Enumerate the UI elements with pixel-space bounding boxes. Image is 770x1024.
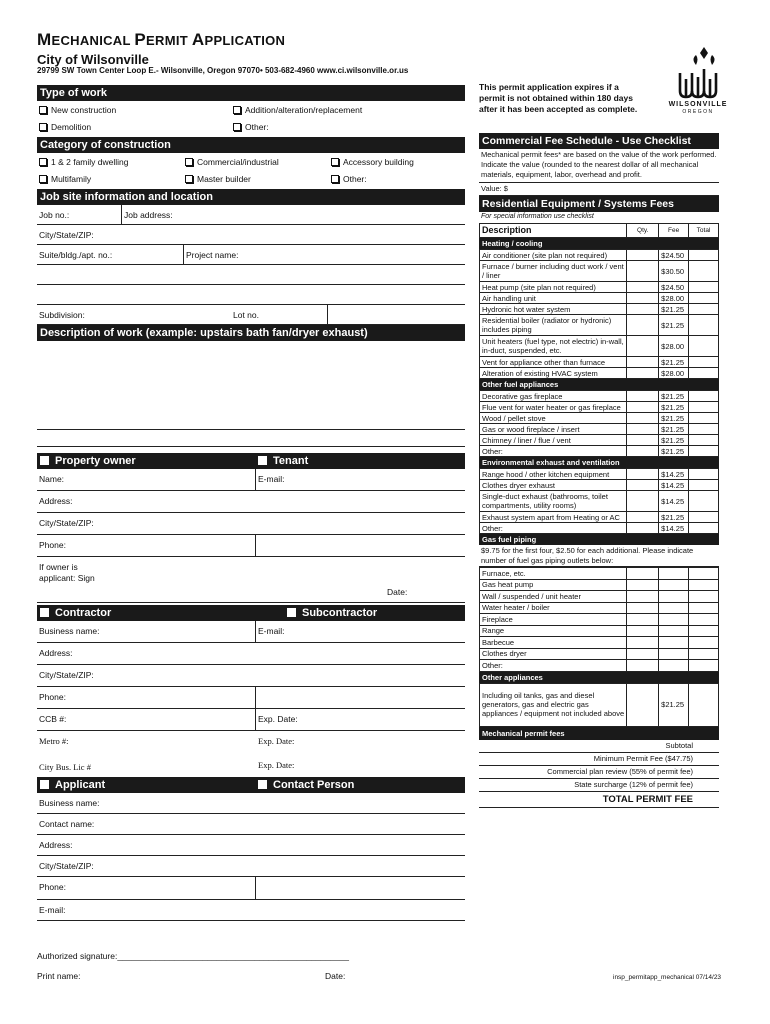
applicant-address-field[interactable]: Address: — [39, 840, 73, 850]
ccb-exp-field[interactable]: Exp. Date: — [255, 709, 465, 730]
contact-person-heading: Contact Person — [258, 777, 354, 793]
fee-row-qty[interactable] — [627, 304, 659, 315]
gas-row-total[interactable] — [689, 602, 719, 614]
fee-row-qty[interactable] — [627, 250, 659, 261]
gas-piping-table — [479, 567, 719, 672]
fee-row — [480, 293, 719, 304]
checkbox-icon[interactable] — [185, 175, 193, 183]
contractor-city-row — [37, 665, 465, 687]
fee-row-desc: Other: — [480, 446, 627, 457]
special-note: For special information use checklist — [481, 213, 594, 220]
checkbox-icon[interactable] — [331, 175, 339, 183]
checkbox-icon[interactable] — [331, 158, 339, 166]
gas-row-total[interactable] — [689, 648, 719, 660]
checkbox-icon[interactable] — [40, 456, 49, 465]
gas-row-fee — [659, 602, 689, 614]
divider — [37, 429, 465, 430]
fee-row — [480, 304, 719, 315]
qty-col-header: Qty. — [627, 224, 659, 238]
gas-row — [480, 602, 719, 614]
checkbox-icon[interactable] — [39, 175, 47, 183]
new-construction-option[interactable]: New construction — [39, 105, 116, 115]
gas-row-fee — [659, 625, 689, 637]
fee-row-desc: Clothes dryer exhaust — [480, 480, 627, 491]
applicant-phone-field[interactable]: Phone: — [39, 882, 66, 892]
fee-row-fee: $24.50 — [659, 250, 689, 261]
fee-section-heading: Other fuel appliances — [479, 379, 719, 390]
bus-lic-exp-field[interactable]: Exp. Date: — [258, 760, 295, 770]
gas-row — [480, 660, 719, 672]
fee-section-heading: Heating / cooling — [479, 238, 719, 249]
fee-row-total[interactable] — [689, 683, 719, 726]
gas-row — [480, 637, 719, 649]
fee-row — [480, 446, 719, 457]
applicant-contact-field[interactable]: Contact name: — [39, 819, 95, 829]
suite-field[interactable]: Suite/bldg./apt. no.: — [39, 250, 113, 260]
applicant-address-row — [37, 835, 465, 856]
contractor-business-row — [37, 621, 465, 643]
owner-name-row — [37, 469, 465, 491]
category-heading: Category of construction — [37, 137, 465, 153]
metro-row — [37, 731, 465, 753]
fee-row-desc: Range hood / other kitchen equipment — [480, 469, 627, 480]
expiry-notice: This permit application expires if a permit is not obtained within 180 days after it has been accepted as complete. — [479, 82, 638, 114]
gas-piping-heading: Gas fuel piping — [479, 534, 719, 545]
applicant-email-row — [37, 900, 465, 921]
fee-row — [480, 424, 719, 435]
owner-date-label: Date: — [387, 587, 408, 597]
contractor-phone-extra[interactable] — [255, 687, 465, 708]
gas-row-desc: Barbecue — [480, 637, 627, 649]
gas-row-qty[interactable] — [627, 660, 659, 672]
fee-row-fee: $28.00 — [659, 293, 689, 304]
fee-row-qty[interactable] — [627, 391, 659, 402]
fee-row-fee: $24.50 — [659, 282, 689, 293]
fee-row-desc: Alteration of existing HVAC system — [480, 368, 627, 379]
fee-row — [480, 469, 719, 480]
fee-section-table — [479, 249, 719, 379]
gas-row — [480, 579, 719, 591]
gas-row-total[interactable] — [689, 637, 719, 649]
blank-field[interactable] — [37, 265, 465, 284]
gas-row-total[interactable] — [689, 625, 719, 637]
fee-row-desc: Flue vent for water heater or gas fireplace — [480, 402, 627, 413]
fee-row-total[interactable] — [689, 491, 719, 512]
description-heading: Description of work (example: upstairs bath fan/dryer exhaust) — [37, 325, 465, 341]
other-appliances-table — [479, 683, 719, 727]
subtotal-row[interactable]: Subtotal — [479, 740, 719, 753]
fee-schedule-text: Mechanical permit fees* are based on the value of the work performed. Indicate the value (rounded to the nearest dollar of all mechanical materials, equipment, labor, overhead and profit. — [479, 149, 719, 183]
fee-row-total[interactable] — [689, 282, 719, 293]
fee-row-desc: Exhaust system apart from Heating or AC — [480, 512, 627, 523]
job-city-row — [37, 225, 465, 245]
fee-row-total[interactable] — [689, 293, 719, 304]
job-site-heading: Job site information and location — [37, 189, 465, 205]
residential-heading: Residential Equipment / Systems Fees — [479, 196, 719, 212]
fee-row-desc: Single-duct exhaust (bathrooms, toilet compartments, utility rooms) — [480, 491, 627, 512]
fee-row-fee: $21.25 — [659, 391, 689, 402]
project-name-field[interactable]: Project name: — [183, 245, 465, 264]
contractor-phone-field[interactable]: Phone: — [39, 692, 66, 702]
fee-row-total[interactable] — [689, 261, 719, 282]
checkbox-icon[interactable] — [39, 106, 47, 114]
ccb-row — [37, 709, 465, 731]
demolition-option[interactable]: Demolition — [39, 122, 91, 132]
gas-row-desc: Other: — [480, 660, 627, 672]
fee-row-fee: $21.25 — [659, 357, 689, 368]
fee-row-total[interactable] — [689, 357, 719, 368]
gas-row-fee — [659, 591, 689, 603]
applicant-city-field[interactable]: City/State/ZIP: — [39, 861, 94, 871]
left-form — [37, 85, 465, 921]
gas-row-qty[interactable] — [627, 614, 659, 626]
gas-row-total[interactable] — [689, 660, 719, 672]
fee-row-desc: Vent for appliance other than furnace — [480, 357, 627, 368]
owner-address-field[interactable]: Address: — [39, 496, 73, 506]
gas-row-qty[interactable] — [627, 625, 659, 637]
print-name-label[interactable]: Print name: — [37, 971, 81, 981]
owner-phone-row — [37, 535, 465, 557]
fee-row — [480, 261, 719, 282]
fee-row-fee: $21.25 — [659, 315, 689, 336]
owner-sign-row — [37, 557, 465, 603]
fee-row-desc: Furnace / burner including duct work / vent / liner — [480, 261, 627, 282]
owner-name-field[interactable]: Name: — [39, 474, 65, 484]
fee-row-qty[interactable] — [627, 293, 659, 304]
fee-row-fee: $21.25 — [659, 424, 689, 435]
gas-row-fee — [659, 648, 689, 660]
fee-column — [479, 133, 719, 808]
gas-row — [480, 625, 719, 637]
gas-row-desc: Wall / suspended / unit heater — [480, 591, 627, 603]
fee-row — [480, 282, 719, 293]
gas-row-total[interactable] — [689, 568, 719, 580]
metro-exp-field[interactable]: Exp. Date: — [258, 736, 295, 746]
owner-email-field[interactable]: E-mail: — [255, 469, 465, 490]
logo-sub: OREGON — [682, 109, 714, 115]
contractor-address-row — [37, 643, 465, 665]
owner-heading: Property owner Tenant — [37, 453, 465, 469]
lot-no-value[interactable] — [327, 305, 465, 324]
master-builder-option[interactable]: Master builder — [185, 174, 251, 184]
fee-row-fee: $21.25 — [659, 446, 689, 457]
applicant-heading: Applicant Contact Person — [37, 777, 465, 793]
gas-row-desc: Gas heat pump — [480, 579, 627, 591]
owner-city-field[interactable]: City/State/ZIP: — [39, 518, 94, 528]
owner-signature-field[interactable] — [37, 557, 465, 602]
fee-row — [480, 491, 719, 512]
fee-row-qty[interactable] — [627, 424, 659, 435]
gas-row — [480, 568, 719, 580]
subdivision-field[interactable]: Subdivision: — [39, 310, 85, 320]
fee-row-qty[interactable] — [627, 435, 659, 446]
fee-row-qty[interactable] — [627, 357, 659, 368]
ccb-field[interactable]: CCB #: — [39, 714, 67, 724]
checkbox-icon[interactable] — [258, 780, 267, 789]
fee-row-qty[interactable] — [627, 512, 659, 523]
gas-row-desc: Furnace, etc. — [480, 568, 627, 580]
fee-row-qty[interactable] — [627, 480, 659, 491]
checkbox-icon[interactable] — [233, 106, 241, 114]
applicant-contact-row — [37, 814, 465, 835]
fee-row-qty[interactable] — [627, 282, 659, 293]
description-textarea[interactable] — [37, 341, 465, 447]
fee-row-total[interactable] — [689, 512, 719, 523]
bus-lic-row — [37, 753, 465, 777]
fee-row — [480, 336, 719, 357]
bus-lic-field[interactable]: City Bus. Lic # — [39, 762, 91, 772]
fee-table — [479, 223, 719, 238]
fee-row-qty[interactable] — [627, 446, 659, 457]
type-of-work-row-1 — [37, 101, 465, 120]
fee-row-total[interactable] — [689, 315, 719, 336]
other-appliances-heading: Other appliances — [479, 672, 719, 683]
fee-row — [480, 683, 719, 726]
total-permit-fee-row[interactable]: TOTAL PERMIT FEE — [479, 792, 719, 808]
gas-row-desc: Range — [480, 625, 627, 637]
checkbox-icon[interactable] — [40, 780, 49, 789]
fee-schedule-heading: Commercial Fee Schedule - Use Checklist — [479, 133, 719, 149]
fee-row-total[interactable] — [689, 368, 719, 379]
fee-section-table — [479, 390, 719, 457]
fee-row-fee: $21.25 — [659, 402, 689, 413]
fee-row-qty[interactable] — [627, 315, 659, 336]
metro-field[interactable]: Metro #: — [39, 736, 69, 746]
fee-table-header — [480, 224, 719, 238]
checkbox-icon[interactable] — [233, 123, 241, 131]
fee-row — [480, 435, 719, 446]
job-no-field[interactable]: Job no.: — [39, 210, 70, 220]
fee-row-total[interactable] — [689, 523, 719, 534]
fee-row-fee: $21.25 — [659, 413, 689, 424]
fee-row-qty[interactable] — [627, 469, 659, 480]
gas-row-total[interactable] — [689, 591, 719, 603]
blank-row — [37, 265, 465, 285]
gas-row-fee — [659, 579, 689, 591]
type-of-work-row-2 — [37, 120, 465, 137]
checkbox-icon[interactable] — [40, 608, 49, 617]
commercial-option[interactable]: Commercial/industrial — [185, 157, 279, 167]
fee-row-total[interactable] — [689, 480, 719, 491]
accessory-option[interactable]: Accessory building — [331, 157, 414, 167]
owner-phone-extra[interactable] — [255, 535, 465, 556]
fee-row-desc: Residential boiler (radiator or hydronic) includes piping — [480, 315, 627, 336]
fee-row-qty[interactable] — [627, 683, 659, 726]
fee-row-qty[interactable] — [627, 261, 659, 282]
fee-row-desc: Decorative gas fireplace — [480, 391, 627, 402]
gas-row-fee — [659, 637, 689, 649]
fee-row-total[interactable] — [689, 336, 719, 357]
fee-row-desc: Other: — [480, 523, 627, 534]
fee-row-fee: $28.00 — [659, 336, 689, 357]
fee-row-desc: Including oil tanks, gas and diesel generators, gas and electric gas appliances / equipment not included above — [480, 683, 627, 726]
fee-row-total[interactable] — [689, 391, 719, 402]
fee-row-fee: $21.25 — [659, 683, 689, 726]
fee-row — [480, 315, 719, 336]
fee-row-total[interactable] — [689, 446, 719, 457]
fee-row-qty[interactable] — [627, 368, 659, 379]
applicant-phone-extra[interactable] — [255, 877, 465, 899]
fee-row-desc: Gas or wood fireplace / insert — [480, 424, 627, 435]
fee-row-fee: $14.25 — [659, 480, 689, 491]
gas-row-qty[interactable] — [627, 579, 659, 591]
gas-row-desc: Water heater / boiler — [480, 602, 627, 614]
subdivision-row — [37, 305, 465, 325]
desc-col-header: Description — [480, 224, 627, 238]
checkbox-icon[interactable] — [258, 456, 267, 465]
fee-row-total[interactable] — [689, 250, 719, 261]
fee-row-desc: Hydronic hot water system — [480, 304, 627, 315]
fee-row-qty[interactable] — [627, 336, 659, 357]
fee-row-fee: $21.25 — [659, 304, 689, 315]
gas-row-total[interactable] — [689, 579, 719, 591]
sign-label-1: If owner is — [39, 562, 78, 572]
applicant-business-field[interactable]: Business name: — [39, 798, 100, 808]
city-address: 29799 SW Town Center Loop E.- Wilsonville, Oregon 97070• 503-682-4960 www.ci.wilsonville.or.us — [37, 66, 409, 75]
fee-row-qty[interactable] — [627, 523, 659, 534]
fee-row-fee: $21.25 — [659, 435, 689, 446]
sign-label-2: applicant: Sign — [39, 573, 95, 583]
checkbox-icon[interactable] — [39, 123, 47, 131]
owner-phone-field[interactable]: Phone: — [39, 540, 66, 550]
form-code: insp_permitapp_mechanical 07/14/23 — [613, 974, 722, 981]
fee-row — [480, 523, 719, 534]
fee-row-desc: Heat pump (site plan not required) — [480, 282, 627, 293]
fee-row — [480, 357, 719, 368]
fee-row-desc: Unit heaters (fuel type, not electric) in-wall, in-duct, suspended, etc. — [480, 336, 627, 357]
fee-row-qty[interactable] — [627, 402, 659, 413]
subcontractor-heading: Subcontractor — [287, 605, 377, 621]
fee-row-qty[interactable] — [627, 491, 659, 512]
fee-row-fee: $28.00 — [659, 368, 689, 379]
gas-row-qty[interactable] — [627, 648, 659, 660]
fee-row — [480, 402, 719, 413]
lot-no-field[interactable]: Lot no. — [233, 310, 259, 320]
checkbox-icon[interactable] — [39, 158, 47, 166]
fee-row — [480, 413, 719, 424]
fee-row-total[interactable] — [689, 402, 719, 413]
minimum-fee-row[interactable]: Minimum Permit Fee ($47.75) — [479, 753, 719, 766]
checkbox-icon[interactable] — [287, 608, 296, 617]
suite-row — [37, 245, 465, 265]
other-category-option[interactable]: Other: — [331, 174, 367, 184]
plan-review-row[interactable]: Commercial plan review (55% of permit fee) — [479, 766, 719, 779]
contractor-email-field[interactable]: E-mail: — [255, 621, 465, 642]
gas-row — [480, 648, 719, 660]
fee-row-desc: Air handling unit — [480, 293, 627, 304]
type-of-work-heading: Type of work — [37, 85, 465, 101]
family-dwelling-option[interactable]: 1 & 2 family dwelling — [39, 157, 128, 167]
applicant-city-row — [37, 856, 465, 877]
gas-row-qty[interactable] — [627, 568, 659, 580]
fee-row — [480, 250, 719, 261]
fee-section-table — [479, 468, 719, 534]
wilsonville-logo — [658, 45, 738, 120]
contractor-business-field[interactable]: Business name: — [39, 626, 100, 636]
fee-row — [480, 480, 719, 491]
applicant-business-row — [37, 793, 465, 814]
blank-row — [37, 285, 465, 305]
fee-row-total[interactable] — [689, 469, 719, 480]
fee-row-fee: $14.25 — [659, 523, 689, 534]
gas-row-qty[interactable] — [627, 591, 659, 603]
category-row-1 — [37, 153, 465, 172]
fee-row-total[interactable] — [689, 435, 719, 446]
authorized-signature[interactable]: Authorized signature:_________________________________________________ — [37, 951, 349, 961]
checkbox-icon[interactable] — [185, 158, 193, 166]
job-address-field[interactable]: Job address: — [121, 205, 465, 224]
other-work-option[interactable]: Other: — [233, 122, 269, 132]
owner-city-row — [37, 513, 465, 535]
fee-sections — [479, 238, 719, 534]
addition-option[interactable]: Addition/alteration/replacement — [233, 105, 362, 115]
gas-row-desc: Clothes dryer — [480, 648, 627, 660]
gas-row-fee — [659, 614, 689, 626]
form-title: MECHANICAL PERMIT APPLICATION — [37, 30, 286, 49]
fee-row-qty[interactable] — [627, 413, 659, 424]
fee-row-desc: Air conditioner (site plan not required) — [480, 250, 627, 261]
gas-row-fee — [659, 568, 689, 580]
city-name: City of Wilsonville — [37, 52, 149, 67]
fee-row-total[interactable] — [689, 424, 719, 435]
fee-section-heading: Environmental exhaust and ventilation — [479, 457, 719, 468]
contractor-city-field[interactable]: City/State/ZIP: — [39, 670, 94, 680]
gas-row-qty[interactable] — [627, 602, 659, 614]
value-field[interactable]: Value: $ — [479, 183, 719, 196]
gas-row-fee — [659, 660, 689, 672]
surcharge-row[interactable]: State surcharge (12% of permit fee) — [479, 779, 719, 792]
contractor-phone-row — [37, 687, 465, 709]
blank-field[interactable] — [37, 285, 465, 304]
fee-row-fee: $14.25 — [659, 491, 689, 512]
permit-fees-heading: Mechanical permit fees — [479, 727, 719, 740]
fee-row — [480, 512, 719, 523]
gas-piping-text: $9.75 for the first four, $2.50 for each additional. Please indicate number of fuel gas piping outlets below: — [479, 545, 719, 567]
logo-name: WILSONVILLE — [668, 101, 728, 108]
tenant-heading: Tenant — [258, 453, 308, 469]
applicant-phone-row — [37, 877, 465, 900]
fee-row-desc: Chimney / liner / flue / vent — [480, 435, 627, 446]
gas-row-qty[interactable] — [627, 637, 659, 649]
owner-address-row — [37, 491, 465, 513]
signature-date-label[interactable]: Date: — [325, 971, 346, 981]
multifamily-option[interactable]: Multifamily — [39, 174, 91, 184]
gas-row — [480, 614, 719, 626]
gas-row-desc: Fireplace — [480, 614, 627, 626]
fee-row — [480, 391, 719, 402]
contractor-heading: Contractor Subcontractor — [37, 605, 465, 621]
contractor-address-field[interactable]: Address: — [39, 648, 73, 658]
gas-row-total[interactable] — [689, 614, 719, 626]
fee-col-header: Fee — [659, 224, 689, 238]
job-city-field[interactable]: City/State/ZIP: — [39, 230, 94, 240]
fee-row-fee: $14.25 — [659, 469, 689, 480]
fee-row-total[interactable] — [689, 413, 719, 424]
fee-row-fee: $30.50 — [659, 261, 689, 282]
fee-row-total[interactable] — [689, 304, 719, 315]
gas-row — [480, 591, 719, 603]
fee-row-fee: $21.25 — [659, 512, 689, 523]
job-row — [37, 205, 465, 225]
fee-row-desc: Wood / pellet stove — [480, 413, 627, 424]
applicant-email-field[interactable]: E-mail: — [39, 905, 66, 915]
fee-row — [480, 368, 719, 379]
total-col-header: Total — [689, 224, 719, 238]
category-row-2 — [37, 172, 465, 189]
